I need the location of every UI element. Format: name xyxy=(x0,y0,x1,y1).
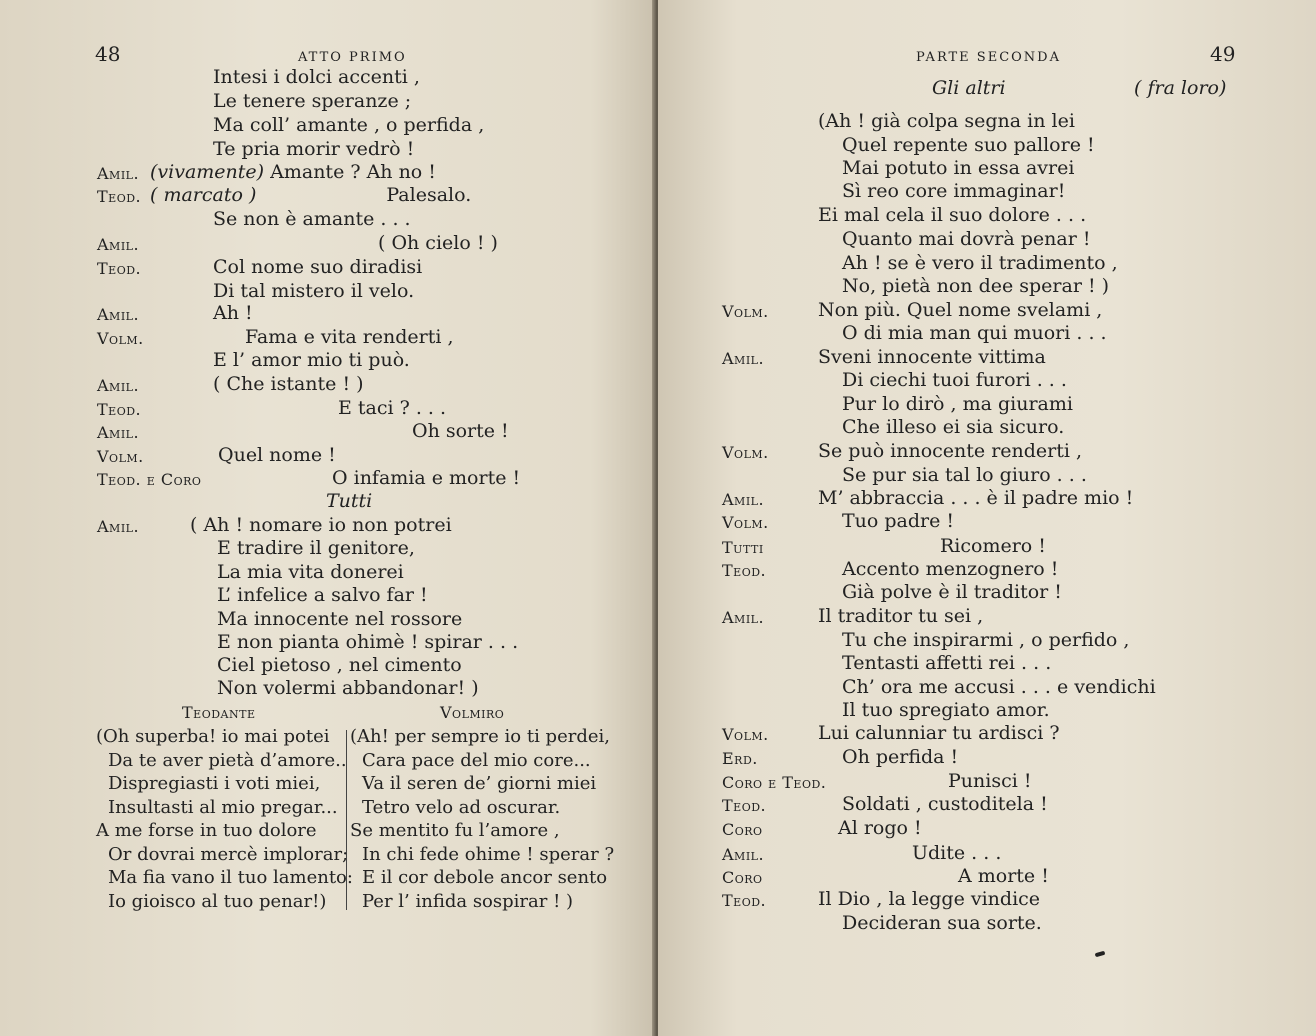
left-speaker: Volm. xyxy=(97,329,144,348)
left-verse: ( Ah ! nomare io non potrei xyxy=(190,514,452,536)
teodante-verse: Dispregiasti i voti miei, xyxy=(108,773,321,794)
teodante-verse: A me forse in tuo dolore xyxy=(96,820,317,841)
volmiro-verse: (Ah! per sempre io ti perdei, xyxy=(350,726,610,747)
left-running-head: ATTO PRIMO xyxy=(298,50,407,65)
volmiro-verse: Se mentito fu l’amore , xyxy=(350,820,560,841)
left-page-number: 48 xyxy=(95,42,121,66)
teodante-verse: Da te aver pietà d’amore.. xyxy=(108,749,347,771)
left-verse: Ciel pietoso , nel cimento xyxy=(217,654,462,676)
left-verse: Ma innocente nel rossore xyxy=(217,608,463,630)
left-verse: E tradire il genitore, xyxy=(217,537,415,559)
right-verse: Se pur sia tal lo giuro . . . xyxy=(842,464,1087,486)
right-speaker: Amil. xyxy=(722,845,765,864)
left-speaker: Teod. xyxy=(97,259,142,278)
left-verse: ( marcato ) Palesalo. xyxy=(150,184,472,206)
left-verse: La mia vita donerei xyxy=(217,561,404,583)
teodante-heading: Teodante xyxy=(182,703,256,722)
gli-altri-heading: Gli altri xyxy=(932,77,1006,99)
teodante-verse: (Oh superba! io mai potei xyxy=(96,726,330,747)
right-verse: Ah ! se è vero il tradimento , xyxy=(842,252,1118,274)
right-verse: Il tuo spregiato amor. xyxy=(842,699,1050,721)
right-verse: Punisci ! xyxy=(948,770,1032,792)
right-speaker: Volm. xyxy=(722,725,769,744)
left-speaker: Volm. xyxy=(97,447,144,466)
right-page-number: 49 xyxy=(1210,42,1236,66)
right-speaker: Volm. xyxy=(722,302,769,321)
right-verse: Tentasti affetti rei . . . xyxy=(842,652,1052,674)
left-verse: Di tal mistero il velo. xyxy=(213,280,415,302)
right-verse: Non più. Quel nome svelami , xyxy=(818,299,1103,321)
left-verse: Intesi i dolci accenti , xyxy=(213,66,420,88)
right-verse: M’ abbraccia . . . è il padre mio ! xyxy=(818,487,1134,509)
right-speaker: Coro xyxy=(722,868,763,887)
right-verse: (Ah ! già colpa segna in lei xyxy=(818,110,1075,132)
left-speaker: Teod. xyxy=(97,400,142,419)
left-speaker: Amil. xyxy=(97,423,140,442)
right-verse: No, pietà non dee sperar ! ) xyxy=(842,275,1110,297)
right-speaker: Teod. xyxy=(722,891,767,910)
left-verse: ( Oh cielo ! ) xyxy=(378,232,498,254)
left-verse: E taci ? . . . xyxy=(338,397,447,419)
left-verse: L’ infelice a salvo far ! xyxy=(217,584,428,606)
right-speaker: Teod. xyxy=(722,561,767,580)
ink-mark xyxy=(1095,951,1106,957)
left-verse: Ah ! xyxy=(213,302,253,324)
right-verse: Quel repente suo pallore ! xyxy=(842,134,1095,156)
right-verse: Ricomero ! xyxy=(940,535,1046,557)
right-verse: Il Dio , la legge vindice xyxy=(818,888,1041,910)
right-verse: Oh perfida ! xyxy=(842,746,959,768)
right-verse: Sveni innocente vittima xyxy=(818,346,1046,368)
volmiro-verse: Va il seren de’ giorni miei xyxy=(362,773,597,794)
teodante-verse: Io gioisco al tuo penar!) xyxy=(108,890,327,912)
left-verse: Te pria morir vedrò ! xyxy=(213,138,415,160)
right-speaker: Coro e Teod. xyxy=(722,773,827,792)
right-speaker: Amil. xyxy=(722,349,765,368)
right-verse: Pur lo dirò , ma giurami xyxy=(842,393,1073,415)
teodante-verse: Ma fia vano il tuo lamento: xyxy=(108,867,353,888)
left-verse: E l’ amor mio ti può. xyxy=(213,349,410,371)
right-verse: Decideran sua sorte. xyxy=(842,912,1042,934)
right-speaker: Erd. xyxy=(722,749,758,768)
right-verse: Quanto mai dovrà penar ! xyxy=(842,228,1091,250)
volmiro-heading: Volmiro xyxy=(440,703,505,722)
left-verse: O infamia e morte ! xyxy=(332,467,521,489)
right-verse: Al rogo ! xyxy=(838,817,922,839)
teodante-verse: Or dovrai mercè implorar; xyxy=(108,843,349,865)
right-verse: Ei mal cela il suo dolore . . . xyxy=(818,204,1087,226)
left-verse: Ma coll’ amante , o perfida , xyxy=(213,114,485,136)
right-speaker: Tutti xyxy=(722,538,764,557)
right-verse: Di ciechi tuoi furori . . . xyxy=(842,369,1067,391)
volmiro-verse: Per l’ infida sospirar ! ) xyxy=(362,890,574,912)
teodante-verse: Insultasti al mio pregar... xyxy=(108,796,338,818)
left-speaker: Amil. xyxy=(97,376,140,395)
left-speaker: Teod. e Coro xyxy=(97,470,202,489)
right-verse: O di mia man qui muori . . . xyxy=(842,322,1107,344)
volmiro-verse: E il cor debole ancor sento xyxy=(362,867,608,888)
right-speaker: Teod. xyxy=(722,796,767,815)
left-speaker: Amil. xyxy=(97,517,140,536)
right-verse: Già polve è il traditor ! xyxy=(842,581,1062,603)
right-verse: Sì reo core immaginar! xyxy=(842,180,1066,202)
left-verse: Fama e vita renderti , xyxy=(245,326,454,348)
left-verse: ( Che istante ! ) xyxy=(213,373,364,395)
left-speaker: Amil. xyxy=(97,235,140,254)
volmiro-verse: Tetro velo ad oscurar. xyxy=(362,796,561,818)
right-verse: Il traditor tu sei , xyxy=(818,605,984,627)
left-speaker: Amil. xyxy=(97,164,140,183)
left-verse: Le tenere speranze ; xyxy=(213,90,412,112)
right-verse: Udite . . . xyxy=(912,842,1002,864)
right-verse: Se può innocente renderti , xyxy=(818,440,1083,462)
left-speaker: Teod. xyxy=(97,187,142,206)
right-running-head: PARTE SECONDA xyxy=(916,50,1061,65)
right-speaker: Amil. xyxy=(722,490,765,509)
right-verse: Tuo padre ! xyxy=(842,510,955,532)
right-speaker: Volm. xyxy=(722,443,769,462)
right-verse: A morte ! xyxy=(958,865,1049,887)
left-speaker: Amil. xyxy=(97,305,140,324)
right-speaker: Amil. xyxy=(722,608,765,627)
right-verse: Ch’ ora me accusi . . . e vendichi xyxy=(842,676,1156,698)
left-page xyxy=(0,0,656,1036)
volmiro-verse: Cara pace del mio core... xyxy=(362,749,591,771)
right-verse: Tu che inspirarmi , o perfido , xyxy=(842,629,1130,651)
left-verse: Se non è amante . . . xyxy=(213,208,411,230)
right-verse: Accento menzognero ! xyxy=(842,558,1059,580)
left-verse: (vivamente) Amante ? Ah no ! xyxy=(150,161,436,183)
left-verse: Non volermi abbandonar! ) xyxy=(217,677,479,699)
right-page xyxy=(658,0,1316,1036)
left-verse: Tutti xyxy=(326,490,373,512)
right-verse: Lui calunniar tu ardisci ? xyxy=(818,722,1060,744)
left-verse: Col nome suo diradisi xyxy=(213,256,423,278)
left-verse: Quel nome ! xyxy=(218,444,336,466)
right-verse: Mai potuto in essa avrei xyxy=(842,157,1075,179)
right-verse: Soldati , custoditela ! xyxy=(842,793,1048,815)
left-verse: Oh sorte ! xyxy=(412,420,509,442)
fra-loro-direction: ( fra loro) xyxy=(1134,77,1227,99)
right-speaker: Coro xyxy=(722,820,763,839)
right-verse: Che illeso ei sia sicuro. xyxy=(842,416,1065,438)
right-speaker: Volm. xyxy=(722,513,769,532)
left-verse: E non pianta ohimè ! spirar . . . xyxy=(217,631,519,653)
volmiro-verse: In chi fede ohime ! sperar ? xyxy=(362,843,615,865)
